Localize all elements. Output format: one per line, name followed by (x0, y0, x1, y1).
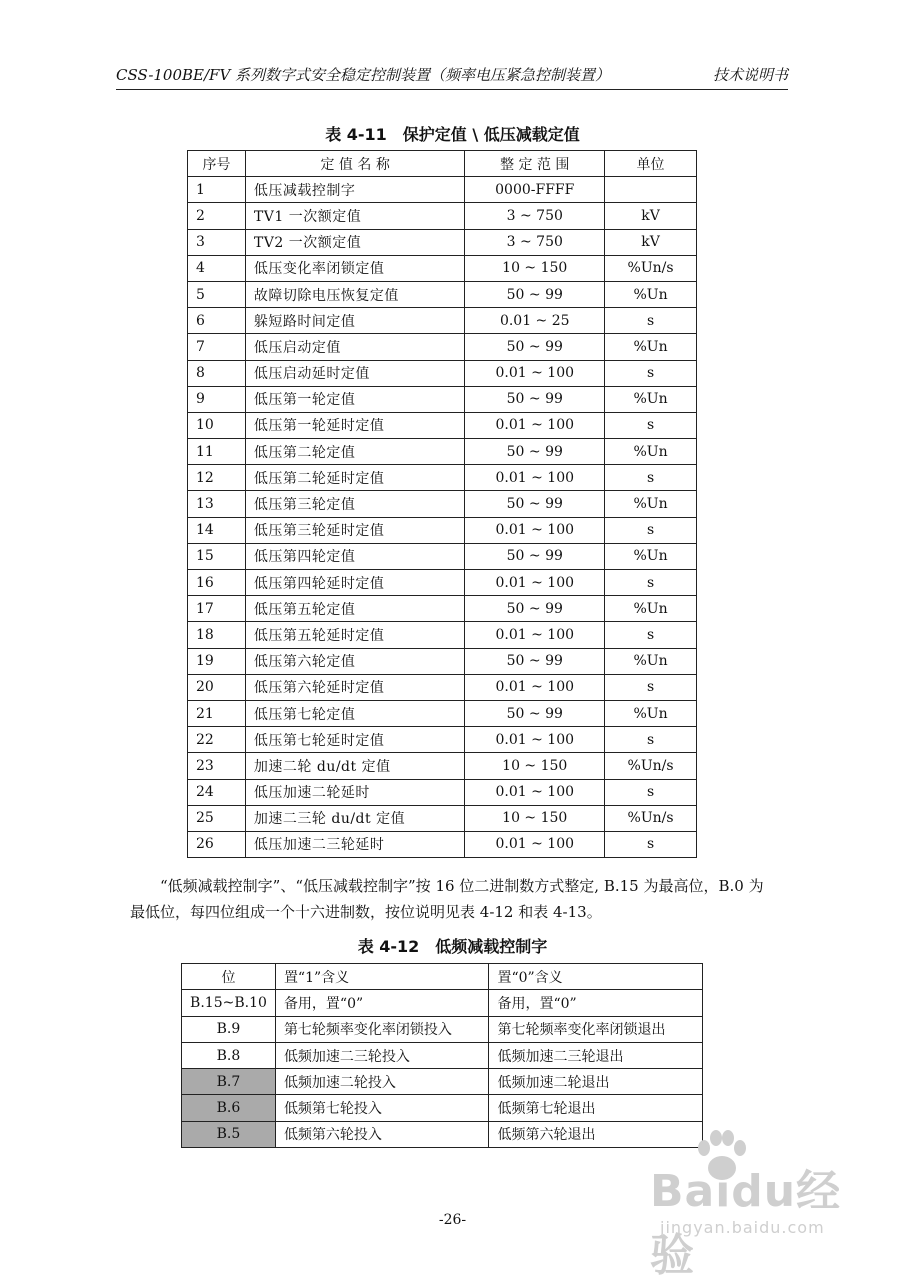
table-4-12-title: 表 4-12 低频减载控制字 (357, 937, 548, 956)
setting-name: 低压第二轮延时定值 (245, 465, 465, 491)
page-header (116, 64, 788, 90)
setting-name: 低压第七轮延时定值 (245, 727, 465, 753)
watermark-url: jingyan.baidu.com (660, 1218, 825, 1237)
column-header-set-0: 置“0”含义 (489, 964, 703, 990)
column-header-index: 序号 (188, 151, 246, 177)
bit-label: B.9 (182, 1016, 276, 1042)
column-header-set-1: 置“1”含义 (275, 964, 489, 990)
baidu-jingyan-watermark (640, 1140, 880, 1281)
table-row (188, 700, 697, 726)
setting-range: 3 ~ 750 (465, 203, 605, 229)
setting-range: 3 ~ 750 (465, 229, 605, 255)
setting-name: 低压加速二三轮延时 (245, 831, 465, 857)
set-0-meaning: 低频第六轮退出 (489, 1121, 703, 1147)
table-row (188, 334, 697, 360)
setting-unit: %Un/s (605, 805, 697, 831)
setting-range: 50 ~ 99 (465, 648, 605, 674)
setting-unit: %Un/s (605, 753, 697, 779)
table-row (188, 622, 697, 648)
body-paragraph: “低频减载控制字”、“低压减载控制字”按 16 位二进制数方式整定, B.15 为最高位，B.0 为最低位，每四位组成一个十六进制数，按位说明见表 4-12 和表 4-13。 (130, 877, 764, 921)
setting-range: 0.01 ~ 100 (465, 517, 605, 543)
table-row (188, 727, 697, 753)
row-index: 12 (188, 465, 246, 491)
table-row (188, 831, 697, 857)
row-index: 15 (188, 543, 246, 569)
set-0-meaning: 低频加速二轮退出 (489, 1069, 703, 1095)
table-row (188, 255, 697, 281)
setting-name: 低压启动延时定值 (245, 360, 465, 386)
table-row (182, 1069, 703, 1095)
setting-unit: s (605, 412, 697, 438)
setting-range: 50 ~ 99 (465, 491, 605, 517)
setting-unit: %Un (605, 543, 697, 569)
setting-unit: s (605, 360, 697, 386)
table-row (182, 1095, 703, 1121)
settings-table-4-11 (187, 150, 697, 858)
setting-name: 躲短路时间定值 (245, 308, 465, 334)
setting-unit: %Un (605, 648, 697, 674)
row-index: 11 (188, 439, 246, 465)
set-0-meaning: 低频加速二三轮退出 (489, 1042, 703, 1068)
setting-range: 50 ~ 99 (465, 439, 605, 465)
setting-name: 低压第五轮定值 (245, 596, 465, 622)
setting-unit: kV (605, 203, 697, 229)
set-1-meaning: 低频加速二轮投入 (275, 1069, 489, 1095)
table-4-11-title: 表 4-11 保护定值 \ 低压减载定值 (325, 125, 580, 144)
setting-range: 50 ~ 99 (465, 596, 605, 622)
column-header-range: 整 定 范 围 (465, 151, 605, 177)
setting-unit: s (605, 465, 697, 491)
setting-range: 0000-FFFF (465, 177, 605, 203)
setting-unit: %Un (605, 491, 697, 517)
row-index: 17 (188, 596, 246, 622)
table-row (188, 674, 697, 700)
row-index: 7 (188, 334, 246, 360)
bit-label: B.8 (182, 1042, 276, 1068)
table-row (182, 1042, 703, 1068)
row-index: 20 (188, 674, 246, 700)
set-1-meaning: 低频第七轮投入 (275, 1095, 489, 1121)
setting-range: 0.01 ~ 100 (465, 360, 605, 386)
header-document-title: CSS-100BE/FV 系列数字式安全稳定控制装置（频率电压紧急控制装置） (116, 66, 611, 84)
table-row (188, 517, 697, 543)
setting-unit: s (605, 831, 697, 857)
table-row (182, 990, 703, 1016)
setting-unit: %Un (605, 439, 697, 465)
row-index: 26 (188, 831, 246, 857)
setting-unit: s (605, 674, 697, 700)
watermark-logo: Baidu经验 (650, 1166, 842, 1281)
row-index: 4 (188, 255, 246, 281)
setting-unit: s (605, 727, 697, 753)
row-index: 14 (188, 517, 246, 543)
setting-name: 低压第四轮延时定值 (245, 570, 465, 596)
table-row (188, 805, 697, 831)
setting-range: 50 ~ 99 (465, 543, 605, 569)
setting-range: 50 ~ 99 (465, 700, 605, 726)
table-row (188, 360, 697, 386)
table-header-row (182, 964, 703, 990)
row-index: 19 (188, 648, 246, 674)
setting-name: 低压第一轮定值 (245, 386, 465, 412)
setting-name: 低压变化率闭锁定值 (245, 255, 465, 281)
row-index: 18 (188, 622, 246, 648)
bit-label: B.5 (182, 1121, 276, 1147)
setting-name: 低压第二轮定值 (245, 439, 465, 465)
setting-unit: %Un (605, 700, 697, 726)
control-word-table-4-12 (181, 963, 703, 1148)
table-row (188, 203, 697, 229)
table-row (188, 177, 697, 203)
setting-range: 0.01 ~ 100 (465, 674, 605, 700)
row-index: 5 (188, 281, 246, 307)
column-header-name: 定 值 名 称 (245, 151, 465, 177)
table-row (182, 1121, 703, 1147)
table-row (188, 596, 697, 622)
setting-range: 0.01 ~ 100 (465, 779, 605, 805)
setting-unit: s (605, 622, 697, 648)
row-index: 16 (188, 570, 246, 596)
setting-range: 50 ~ 99 (465, 334, 605, 360)
setting-name: 低压第一轮延时定值 (245, 412, 465, 438)
setting-name: TV2 一次额定值 (245, 229, 465, 255)
row-index: 1 (188, 177, 246, 203)
setting-range: 0.01 ~ 100 (465, 465, 605, 491)
row-index: 9 (188, 386, 246, 412)
set-1-meaning: 低频加速二三轮投入 (275, 1042, 489, 1068)
setting-unit: %Un (605, 334, 697, 360)
set-0-meaning: 备用，置“0” (489, 990, 703, 1016)
row-index: 25 (188, 805, 246, 831)
table-row (188, 779, 697, 805)
row-index: 8 (188, 360, 246, 386)
setting-name: 低压第六轮定值 (245, 648, 465, 674)
setting-name: 故障切除电压恢复定值 (245, 281, 465, 307)
table-row (188, 229, 697, 255)
setting-range: 0.01 ~ 100 (465, 570, 605, 596)
row-index: 21 (188, 700, 246, 726)
table-row (188, 465, 697, 491)
setting-name: 低压减载控制字 (245, 177, 465, 203)
bit-label: B.7 (182, 1069, 276, 1095)
row-index: 23 (188, 753, 246, 779)
setting-name: 低压第六轮延时定值 (245, 674, 465, 700)
row-index: 22 (188, 727, 246, 753)
set-1-meaning: 低频第六轮投入 (275, 1121, 489, 1147)
table-row (188, 570, 697, 596)
setting-name: 加速二轮 du/dt 定值 (245, 753, 465, 779)
bit-label: B.15~B.10 (182, 990, 276, 1016)
table-row (188, 308, 697, 334)
setting-name: TV1 一次额定值 (245, 203, 465, 229)
setting-range: 0.01 ~ 25 (465, 308, 605, 334)
set-0-meaning: 低频第七轮退出 (489, 1095, 703, 1121)
setting-unit: s (605, 308, 697, 334)
bit-label: B.6 (182, 1095, 276, 1121)
row-index: 13 (188, 491, 246, 517)
setting-range: 50 ~ 99 (465, 281, 605, 307)
setting-name: 低压第三轮延时定值 (245, 517, 465, 543)
set-1-meaning: 备用，置“0” (275, 990, 489, 1016)
page-number: -26- (438, 1212, 467, 1228)
table-row (188, 439, 697, 465)
setting-unit: %Un (605, 281, 697, 307)
setting-range: 50 ~ 99 (465, 386, 605, 412)
setting-unit: s (605, 570, 697, 596)
table-row (188, 491, 697, 517)
row-index: 10 (188, 412, 246, 438)
setting-unit: %Un/s (605, 255, 697, 281)
row-index: 24 (188, 779, 246, 805)
table-row (188, 648, 697, 674)
setting-range: 10 ~ 150 (465, 753, 605, 779)
setting-unit: kV (605, 229, 697, 255)
setting-name: 加速二三轮 du/dt 定值 (245, 805, 465, 831)
table-row (188, 281, 697, 307)
setting-name: 低压加速二轮延时 (245, 779, 465, 805)
setting-name: 低压启动定值 (245, 334, 465, 360)
column-header-bit: 位 (182, 964, 276, 990)
set-0-meaning: 第七轮频率变化率闭锁退出 (489, 1016, 703, 1042)
row-index: 6 (188, 308, 246, 334)
setting-name: 低压第四轮定值 (245, 543, 465, 569)
setting-unit: %Un (605, 386, 697, 412)
row-index: 2 (188, 203, 246, 229)
setting-unit (605, 177, 697, 203)
table-row (182, 1016, 703, 1042)
column-header-unit: 单位 (605, 151, 697, 177)
setting-name: 低压第三轮定值 (245, 491, 465, 517)
setting-name: 低压第五轮延时定值 (245, 622, 465, 648)
setting-range: 10 ~ 150 (465, 255, 605, 281)
header-manual-label: 技术说明书 (712, 66, 788, 84)
setting-range: 0.01 ~ 100 (465, 622, 605, 648)
table-row (188, 412, 697, 438)
set-1-meaning: 第七轮频率变化率闭锁投入 (275, 1016, 489, 1042)
table-row (188, 753, 697, 779)
setting-unit: %Un (605, 596, 697, 622)
setting-range: 10 ~ 150 (465, 805, 605, 831)
setting-range: 0.01 ~ 100 (465, 831, 605, 857)
setting-unit: s (605, 779, 697, 805)
table-row (188, 543, 697, 569)
setting-range: 0.01 ~ 100 (465, 727, 605, 753)
row-index: 3 (188, 229, 246, 255)
table-header-row (188, 151, 697, 177)
setting-unit: s (605, 517, 697, 543)
table-row (188, 386, 697, 412)
setting-range: 0.01 ~ 100 (465, 412, 605, 438)
setting-name: 低压第七轮定值 (245, 700, 465, 726)
